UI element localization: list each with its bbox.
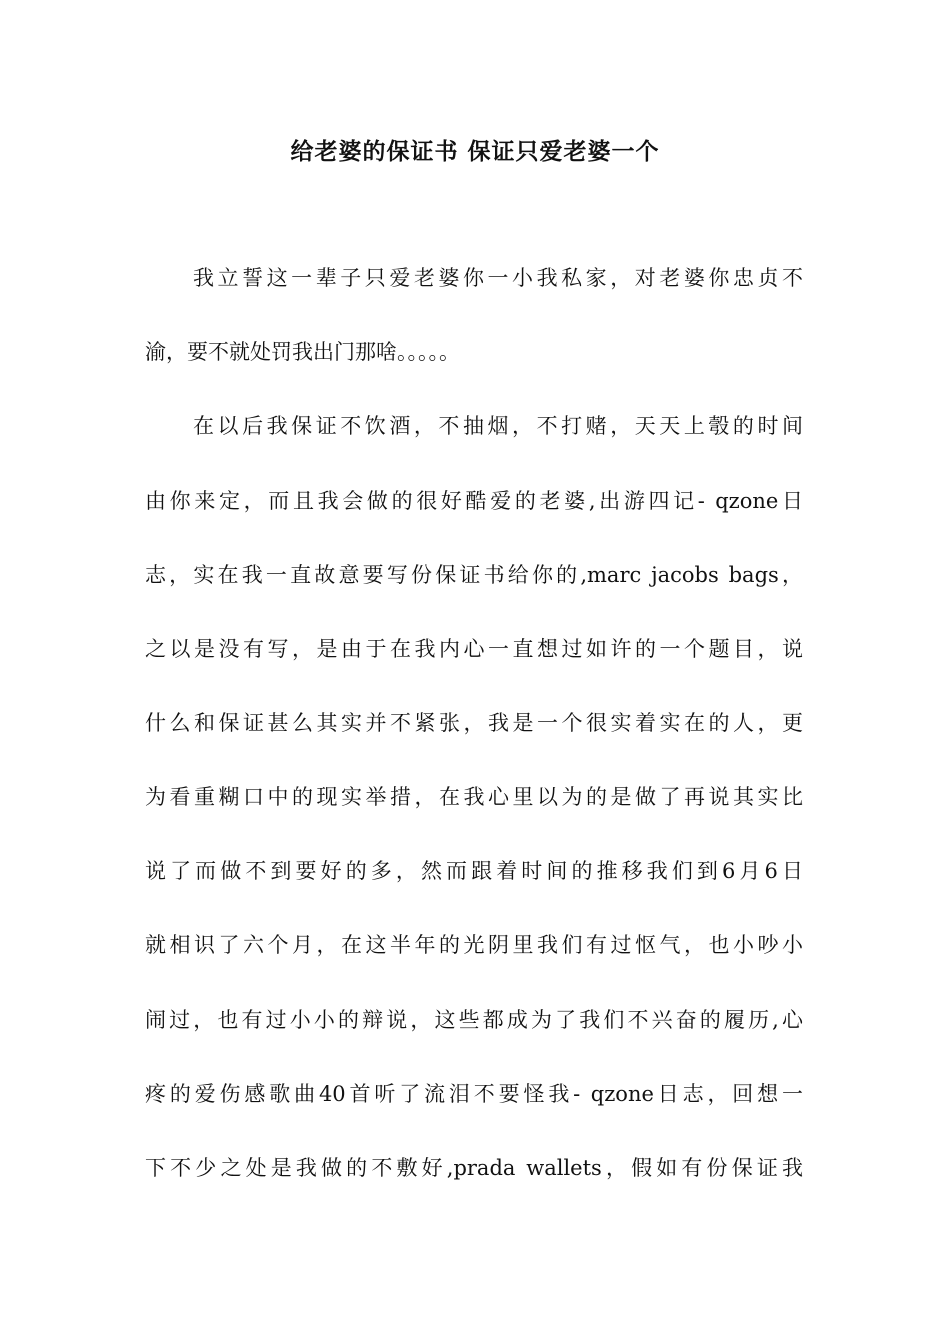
body-line: 下不少之处是我做的不敷好,prada wallets，假如有份保证我 [145, 1156, 803, 1180]
document-title: 给老婆的保证书 保证只爱老婆一个 [290, 138, 660, 165]
body-line: 我立誓这一辈子只爱老婆你一小我私家，对老婆你忠贞不 [193, 266, 803, 290]
body-line: 就相识了六个月，在这半年的光阴里我们有过怄气，也小吵小 [145, 933, 803, 957]
body-line: 为看重糊口中的现实举措，在我心里以为的是做了再说其实比 [145, 785, 803, 809]
body-line: 说了而做不到要好的多，然而跟着时间的推移我们到6月6日 [145, 859, 803, 883]
body-line: 志，实在我一直故意要写份保证书给你的,marc jacobs bags， [145, 563, 803, 587]
body-line: 在以后我保证不饮酒，不抽烟，不打赌，天天上彀的时间 [193, 414, 803, 438]
body-line: 什么和保证甚么其实并不紧张，我是一个很实着实在的人，更 [145, 711, 803, 735]
body-line: 闹过，也有过小小的辩说，这些都成为了我们不兴奋的履历,心 [145, 1008, 803, 1032]
body-line: 之以是没有写，是由于在我内心一直想过如许的一个题目，说 [145, 637, 803, 661]
body-line: 疼的爱伤感歌曲40首听了流泪不要怪我- qzone日志，回想一 [145, 1082, 803, 1106]
body-line: 由你来定，而且我会做的很好酷爱的老婆,出游四记- qzone日 [145, 489, 803, 513]
body-line: 渝，要不就处罚我出门那啥。。。。。 [145, 340, 460, 364]
